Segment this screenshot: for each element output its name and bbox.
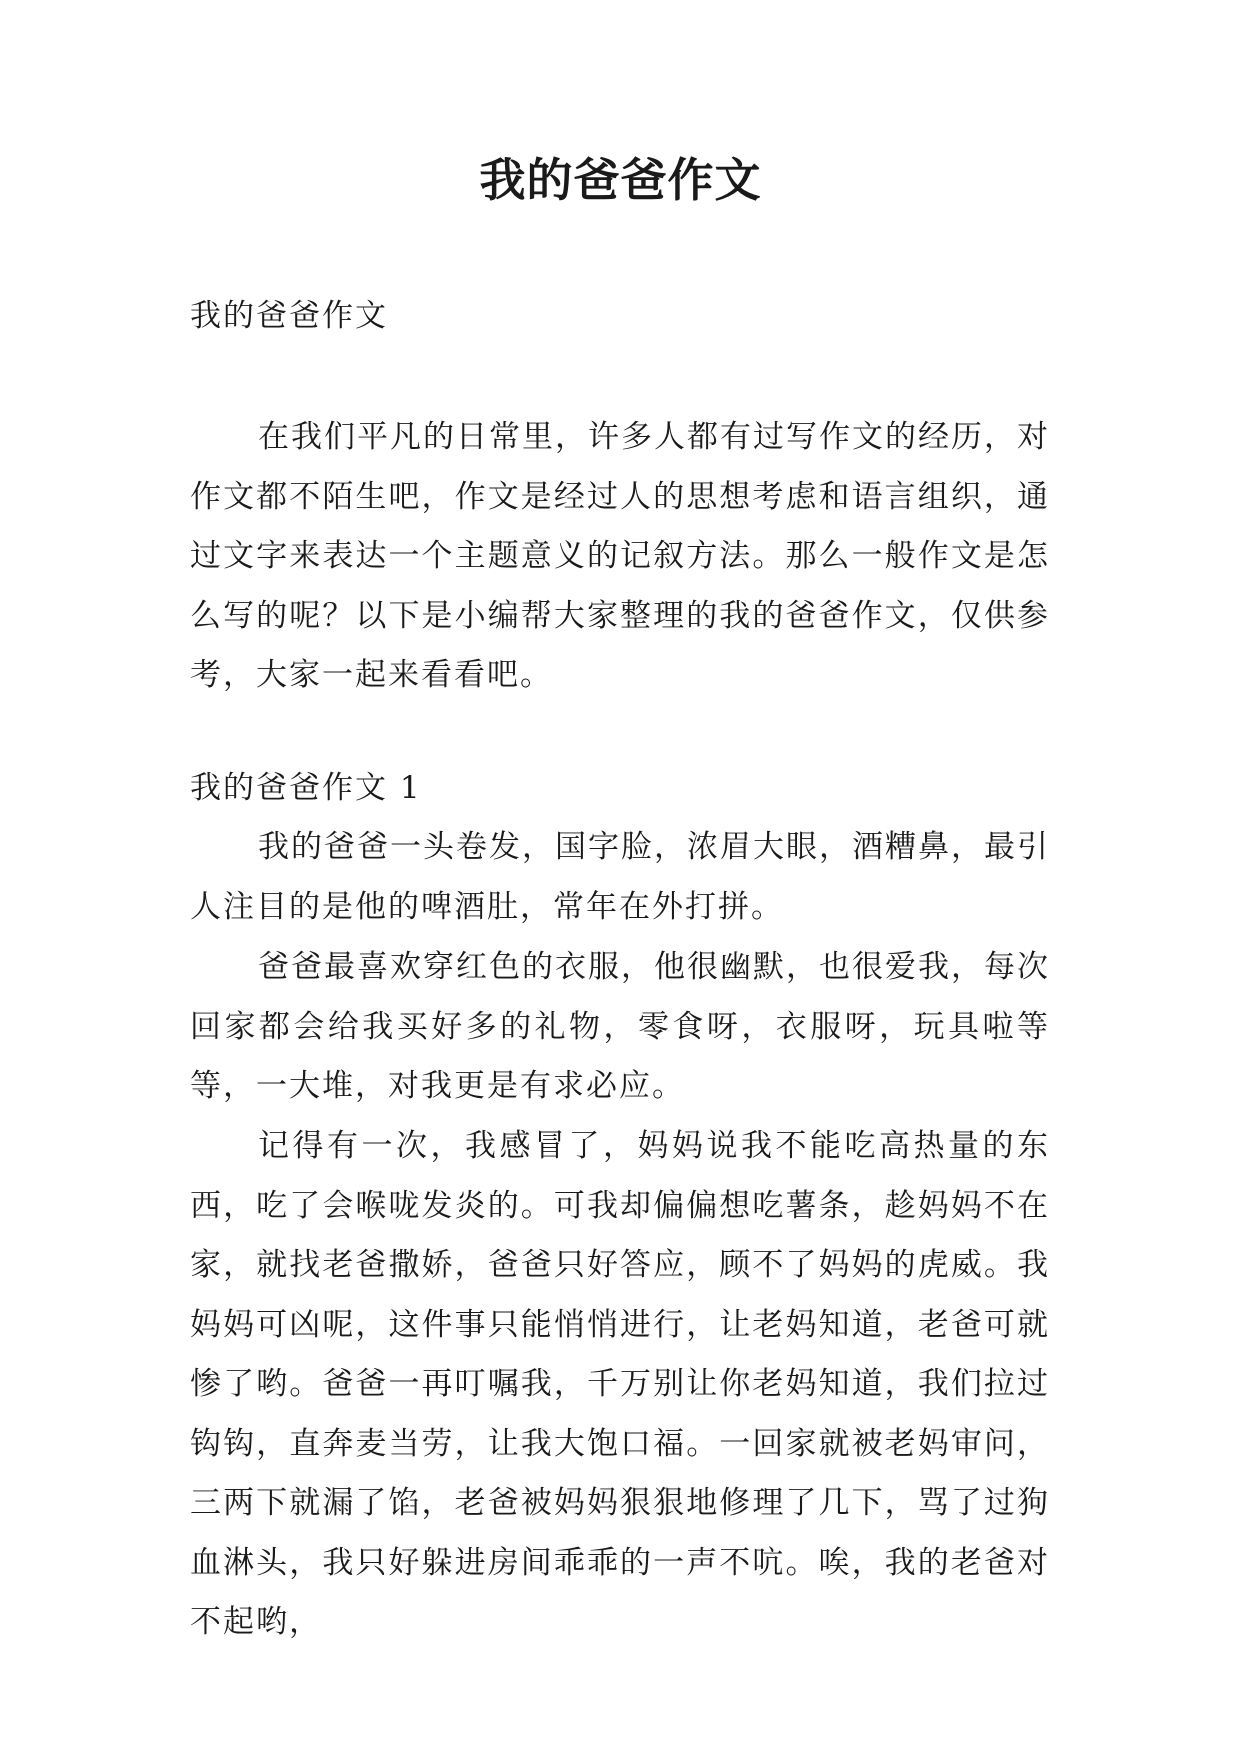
document-title: 我的爸爸作文 — [479, 153, 762, 207]
body-paragraph: 记得有一次，我感冒了，妈妈说我不能吃高热量的东西，吃了会喉咙发炎的。可我却偏偏想吃薯条，趁妈妈不在家，就找老爸撒娇，爸爸只好答应，顾不了妈妈的虎威。我妈妈可凶呢，这件事只能悄悄进行，让老妈知道，老爸可就惨了哟。爸爸一再叮嘱我，千万别让你老妈知道，我们拉过钩钩，直奔麦当劳，让我大饱口福。一回家就被老妈审问，三两下就漏了馅，老爸被妈妈狠狠地修理了几下，骂了过狗血淋头，我只好躲进房间乖乖的一声不吭。唉，我的老爸对不起哟， — [190, 1128, 1050, 1640]
intro-paragraph: 在我们平凡的日常里，许多人都有过写作文的经历，对作文都不陌生吧，作文是经过人的思想考虑和语言组织，通过文字来表达一个主题意义的记叙方法。那么一般作文是怎么写的呢？以下是小编帮大家整理的我的爸爸作文，仅供参考，大家一起来看看吧。 — [190, 419, 1050, 693]
body-paragraph: 我的爸爸一头卷发，国字脸，浓眉大眼，酒糟鼻，最引人注目的是他的啤酒肚，常年在外打拼。 — [190, 829, 1050, 925]
section-heading: 我的爸爸作文 1 — [190, 770, 422, 806]
document-subtitle: 我的爸爸作文 — [190, 298, 388, 334]
body-paragraph: 爸爸最喜欢穿红色的衣服，他很幽默，也很爱我，每次回家都会给我买好多的礼物，零食呀，衣服呀，玩具啦等等，一大堆，对我更是有求必应。 — [190, 949, 1050, 1104]
